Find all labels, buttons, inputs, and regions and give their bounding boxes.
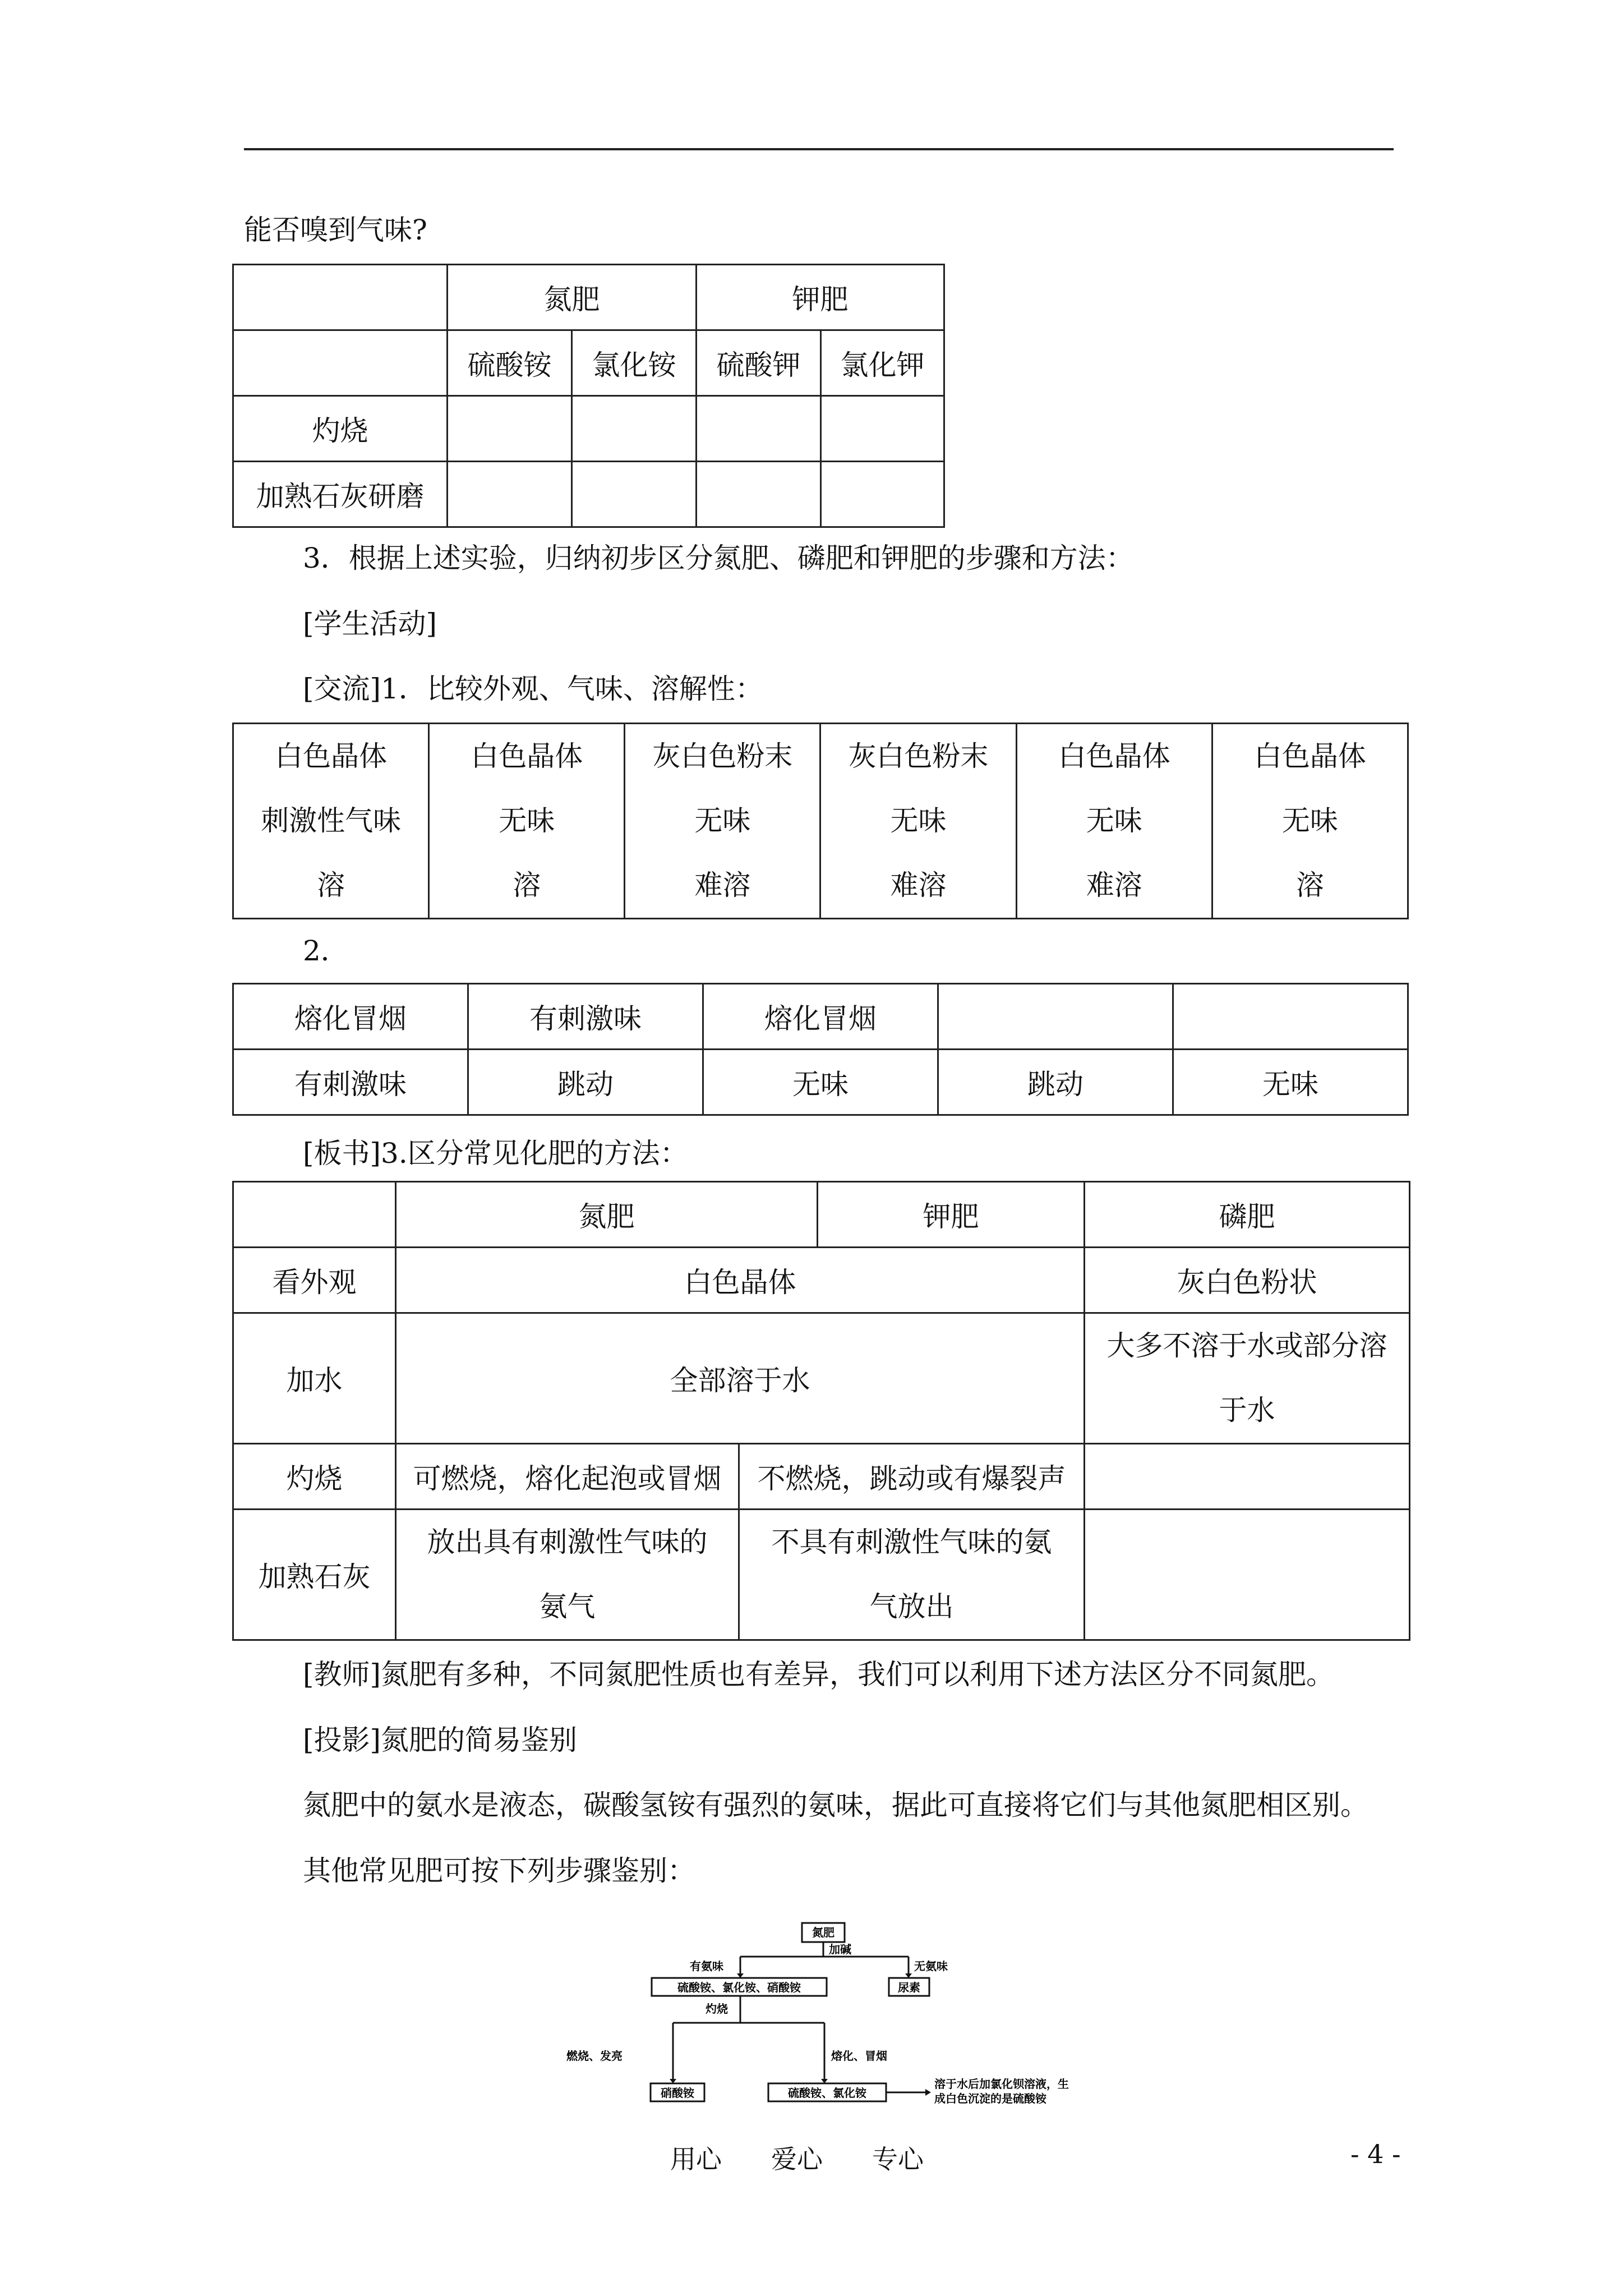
table-cell: 白色晶体 无味 溶 [429,724,625,919]
table-cell: 灰白色粉末 无味 难溶 [820,724,1016,919]
table-cell: 不燃烧，跳动或有爆裂声 [739,1444,1085,1510]
table-cell: 跳动 [468,1050,703,1115]
header-rule [244,148,1394,150]
board-text: [板书]3.区分常见化肥的方法： [303,1137,688,1170]
row-label: 加水 [233,1313,396,1444]
table-cell [697,462,821,527]
table-fertilizer-methods [232,1181,1410,1641]
question-text: 能否嗅到气味? [244,214,427,246]
table-cell: 白色晶体 无味 难溶 [1016,724,1212,919]
row-label: 加熟石灰研磨 [233,462,448,527]
table-cell [938,984,1173,1050]
table-cell: 跳动 [938,1050,1173,1115]
para2-text: 其他常见肥可按下列步骤鉴别： [303,1855,695,1887]
table-cell [1085,1510,1410,1640]
table-cell [572,396,697,462]
sub-header: 硫酸钾 [697,330,821,396]
table-cell: 灰白色粉末 无味 难溶 [625,724,820,919]
sub-header: 硫酸铵 [448,330,572,396]
flow-label-urea: 尿素 [898,1981,920,1994]
row-label: 灼烧 [233,1444,396,1510]
flow-label-burn-glow: 燃烧、发亮 [566,2049,623,2063]
table-cell: 无味 [703,1050,938,1115]
table-cell: 熔化冒烟 [233,984,468,1050]
page-number: - 4 - [1350,2139,1401,2169]
exchange-text: [交流]1．比较外观、气味、溶解性： [303,673,763,705]
step3-text: 3．根据上述实验，归纳初步区分氮肥、磷肥和钾肥的步骤和方法： [303,542,1134,574]
item2-text: 2． [303,935,349,967]
nitrogen-identification-flowchart [566,1913,1127,2120]
flow-label-conclusion-line2: 成白色沉淀的是硫酸铵 [934,2092,1046,2105]
flow-label-conclusion-line1: 溶于水后加氯化钡溶液，生 [934,2077,1069,2091]
table-burn-test [232,983,1409,1116]
table-appearance [232,723,1409,919]
header-potassium: 钾肥 [818,1182,1085,1248]
table-cell: 大多不溶于水或部分溶 于水 [1085,1313,1410,1444]
header-potassium: 钾肥 [697,265,944,330]
student-activity-text: [学生活动] [303,608,437,640]
footer-motto-2: 爱心 [771,2144,823,2174]
table-cell [1085,1444,1410,1510]
projection-text: [投影]氮肥的简易鉴别 [303,1724,578,1756]
header-phosphorus: 磷肥 [1085,1182,1410,1248]
table-cell: 白色晶体 无味 溶 [1212,724,1408,919]
table-cell: 白色晶体 [396,1248,1085,1313]
footer-motto-3: 专心 [872,2144,924,2174]
table-cell: 熔化冒烟 [703,984,938,1050]
table-smell-test [232,264,945,528]
table-cell: 白色晶体 刺激性气味 溶 [233,724,429,919]
row-label: 加熟石灰 [233,1510,396,1640]
flow-label-ammonium-nitrate: 硝酸铵 [661,2086,694,2100]
table-cell: 有刺激味 [233,1050,468,1115]
flow-label-nitrogen: 氮肥 [812,1926,834,1939]
table-cell: 灰白色粉状 [1085,1248,1410,1313]
footer-motto-1: 用心 [670,2144,722,2174]
table-cell [821,396,944,462]
flow-label-group2: 硫酸铵、氯化铵 [788,2086,866,2100]
flow-label-group1: 硫酸铵、氯化铵、硝酸铵 [677,1981,801,1994]
table-cell [697,396,821,462]
table-cell: 有刺激味 [468,984,703,1050]
teacher-text: [教师]氮肥有多种，不同氮肥性质也有差异，我们可以利用下述方法区分不同氮肥。 [303,1658,1335,1691]
header-nitrogen: 氮肥 [396,1182,818,1248]
table-cell [233,1182,396,1248]
table-cell: 无味 [1173,1050,1408,1115]
table-cell [572,462,697,527]
header-nitrogen: 氮肥 [448,265,697,330]
sub-header: 氯化铵 [572,330,697,396]
row-label: 看外观 [233,1248,396,1313]
table-cell: 不具有刺激性气味的氨 气放出 [739,1510,1085,1640]
row-label: 灼烧 [233,396,448,462]
table-cell: 可燃烧，熔化起泡或冒烟 [396,1444,739,1510]
table-cell [233,330,448,396]
flow-label-add-base: 加碱 [829,1943,851,1956]
table-cell [448,462,572,527]
flow-label-burn: 灼烧 [706,2002,728,2016]
para1-text: 氮肥中的氨水是液态，碳酸氢铵有强烈的氨味，据此可直接将它们与其他氮肥相区别。 [303,1789,1368,1821]
table-cell: 全部溶于水 [396,1313,1085,1444]
flow-label-has-ammonia: 有氨味 [690,1959,723,1973]
table-cell [1173,984,1408,1050]
table-cell [448,396,572,462]
flow-label-melt-smoke: 熔化、冒烟 [831,2049,887,2063]
table-cell [233,265,448,330]
sub-header: 氯化钾 [821,330,944,396]
table-cell [821,462,944,527]
table-cell: 放出具有刺激性气味的 氨气 [396,1510,739,1640]
flow-label-no-ammonia: 无氨味 [914,1959,948,1973]
